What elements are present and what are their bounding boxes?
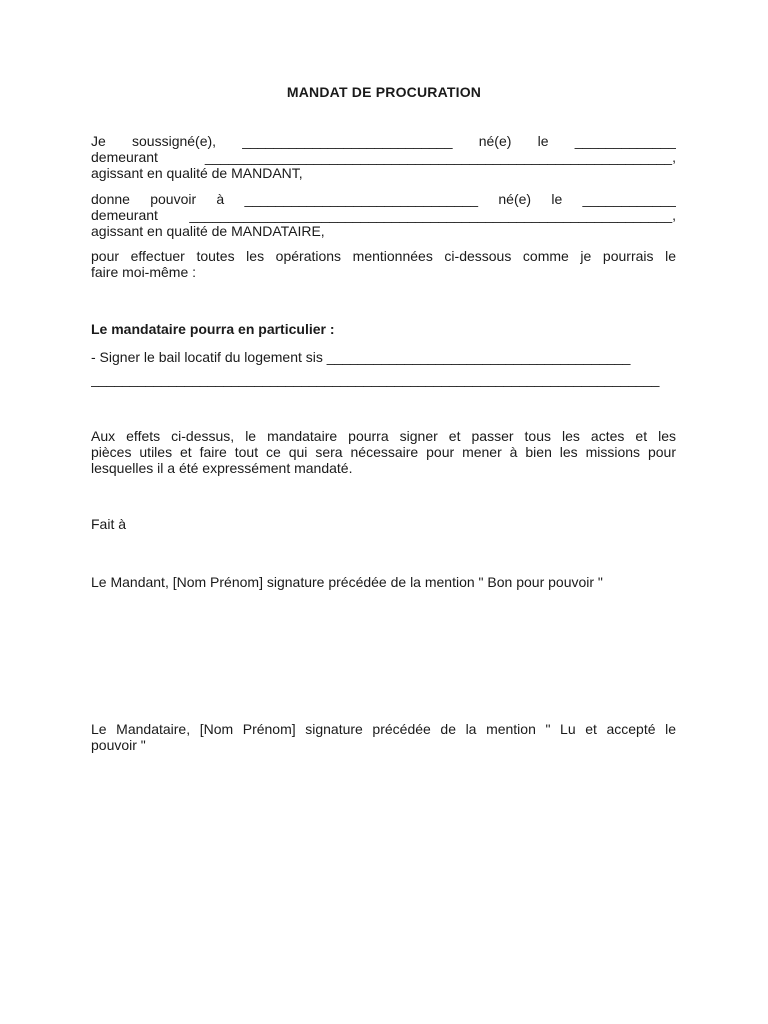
mandataire-signature-block — [91, 721, 676, 753]
particular-heading: Le mandataire pourra en particulier : — [91, 321, 335, 337]
mandant-address-line: demeurant ____________________________________________________________, — [91, 149, 676, 166]
purpose-paragraph — [91, 248, 676, 280]
mandant-identity-line: Je soussigné(e), ___________________________ né(e) le _____________ — [91, 133, 676, 149]
fait-a-line: Fait à — [91, 516, 127, 532]
purpose-line-2: faire moi-même : — [91, 264, 197, 281]
mandant-section — [91, 133, 676, 182]
effects-line-2: pièces utiles et faire tout ce qui sera nécessaire pour mener à bien les missions pour — [91, 444, 676, 461]
purpose-line-1: pour effectuer toutes les opérations mentionnées ci-dessous comme je pourrais le — [91, 248, 676, 264]
effects-line-1: Aux effets ci-dessus, le mandataire pourra signer et passer tous les actes et les — [91, 428, 676, 444]
document-title: MANDAT DE PROCURATION — [286, 84, 482, 100]
effects-line-3: lesquelles il a été expressément mandaté. — [91, 460, 353, 477]
lease-section — [91, 346, 676, 390]
signature-space — [91, 600, 676, 710]
mandataire-address-line: demeurant ______________________________________________________________, — [91, 207, 676, 224]
mandant-role-line: agissant en qualité de MANDANT, — [91, 165, 303, 182]
mandataire-role-line: agissant en qualité de MANDATAIRE, — [91, 223, 325, 240]
mandataire-signature-line-2: pouvoir " — [91, 737, 146, 754]
effects-paragraph — [91, 428, 676, 477]
mandant-signature-line: Le Mandant, [Nom Prénom] signature précédée de la mention " Bon pour pouvoir " — [91, 574, 603, 590]
mandataire-identity-line: donne pouvoir à ______________________________ né(e) le ____________ — [91, 191, 676, 207]
lease-line-2: _________________________________________________________________________ — [91, 371, 660, 387]
mandataire-section — [91, 191, 676, 240]
mandataire-signature-line-1: Le Mandataire, [Nom Prénom] signature précédée de la mention " Lu et accepté le — [91, 721, 676, 737]
lease-line-1: - Signer le bail locatif du logement sis _______________________________________ — [91, 349, 631, 365]
